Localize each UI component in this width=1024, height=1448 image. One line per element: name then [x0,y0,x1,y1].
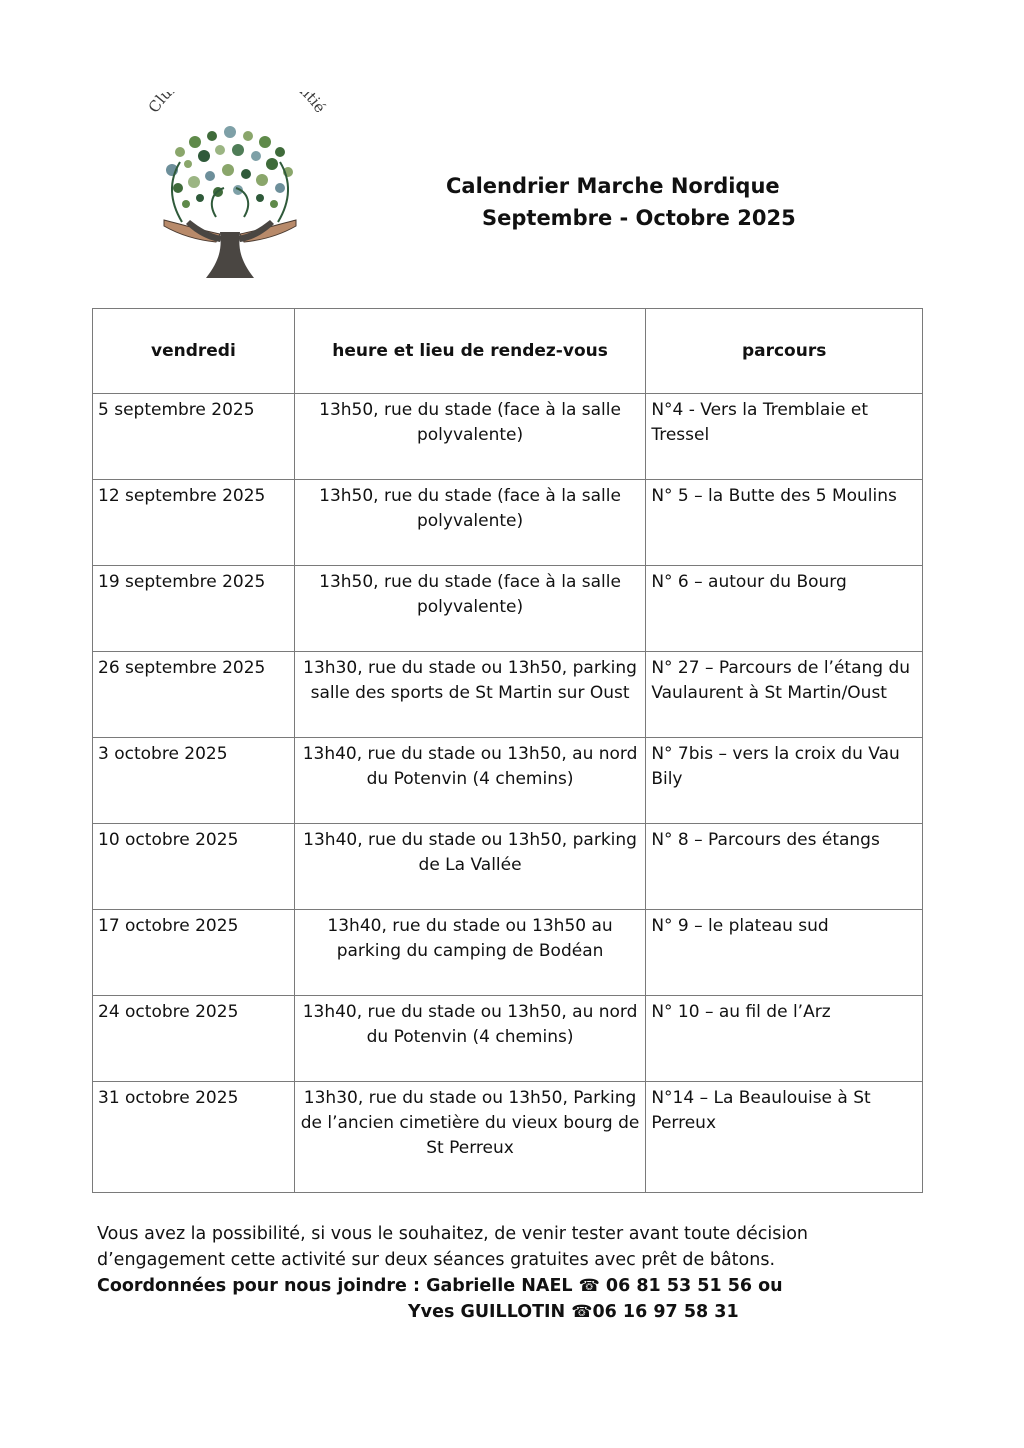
table-row [93,996,923,1082]
table-row [93,652,923,738]
row-parcours: N°14 – La Beaulouise à St Perreux [646,1082,923,1193]
row-parcours: N° 10 – au fil de l’Arz [646,996,923,1082]
header-parcours: parcours [646,309,923,394]
row-lieu: 13h30, rue du stade ou 13h50, parking salle des sports de St Martin sur Oust [294,652,646,738]
row-parcours: N° 8 – Parcours des étangs [646,824,923,910]
logo-arc-text: Clu itié [144,92,330,117]
table-row [93,738,923,824]
telephone-icon: ☎ [578,1276,600,1296]
table-row [93,824,923,910]
row-date: 31 octobre 2025 [93,1082,295,1193]
row-date: 10 octobre 2025 [93,824,295,910]
row-lieu: 13h40, rue du stade ou 13h50, parking de La Vallée [294,824,646,910]
club-logo [120,92,350,292]
footer-line-2: d’engagement cette activité sur deux séances gratuites avec prêt de bâtons. [97,1250,776,1270]
table-row [93,566,923,652]
row-lieu: 13h40, rue du stade ou 13h50, au nord du Potenvin (4 chemins) [294,996,646,1082]
table-row [93,910,923,996]
table-row [93,480,923,566]
row-lieu: 13h50, rue du stade (face à la salle polyvalente) [294,566,646,652]
row-parcours: N° 9 – le plateau sud [646,910,923,996]
contact-phone-2: 06 16 97 58 31 [592,1302,739,1322]
table-row [93,394,923,480]
title-line-2: Septembre - Octobre 2025 [482,206,796,230]
table-header-row [93,309,923,394]
contact-name-2: Yves GUILLOTIN [408,1302,566,1322]
row-lieu: 13h30, rue du stade ou 13h50, Parking de l’ancien cimetière du vieux bourg de St Perreux [294,1082,646,1193]
row-lieu: 13h50, rue du stade (face à la salle polyvalente) [294,480,646,566]
row-date: 12 septembre 2025 [93,480,295,566]
row-parcours: N° 27 – Parcours de l’étang du Vaulaurent à St Martin/Oust [646,652,923,738]
row-date: 17 octobre 2025 [93,910,295,996]
row-parcours: N°4 - Vers la Tremblaie et Tressel [646,394,923,480]
row-lieu: 13h40, rue du stade ou 13h50, au nord du Potenvin (4 chemins) [294,738,646,824]
row-lieu: 13h40, rue du stade ou 13h50 au parking du camping de Bodéan [294,910,646,996]
table-row [93,1082,923,1193]
row-date: 5 septembre 2025 [93,394,295,480]
row-lieu: 13h50, rue du stade (face à la salle polyvalente) [294,394,646,480]
footer-line-1: Vous avez la possibilité, si vous le souhaitez, de venir tester avant toute décision [97,1224,809,1244]
row-date: 3 octobre 2025 [93,738,295,824]
row-parcours: N° 7bis – vers la croix du Vau Bily [646,738,923,824]
header-heure-lieu: heure et lieu de rendez-vous [294,309,646,394]
footer-note [97,1221,808,1325]
contact-label: Coordonnées pour nous joindre : Gabrielle NAEL [97,1276,573,1296]
contact-line-1 [97,1273,808,1299]
row-date: 26 septembre 2025 [93,652,295,738]
telephone-icon: ☎ [571,1302,593,1322]
contact-phone-1: 06 81 53 51 56 ou [599,1276,783,1296]
row-parcours: N° 5 – la Butte des 5 Moulins [646,480,923,566]
schedule-table [92,308,923,1193]
header-vendredi: vendredi [93,309,295,394]
row-date: 24 octobre 2025 [93,996,295,1082]
page-title [446,170,796,234]
title-line-1: Calendrier Marche Nordique [446,174,780,198]
row-parcours: N° 6 – autour du Bourg [646,566,923,652]
contact-line-2 [97,1299,808,1325]
row-date: 19 septembre 2025 [93,566,295,652]
